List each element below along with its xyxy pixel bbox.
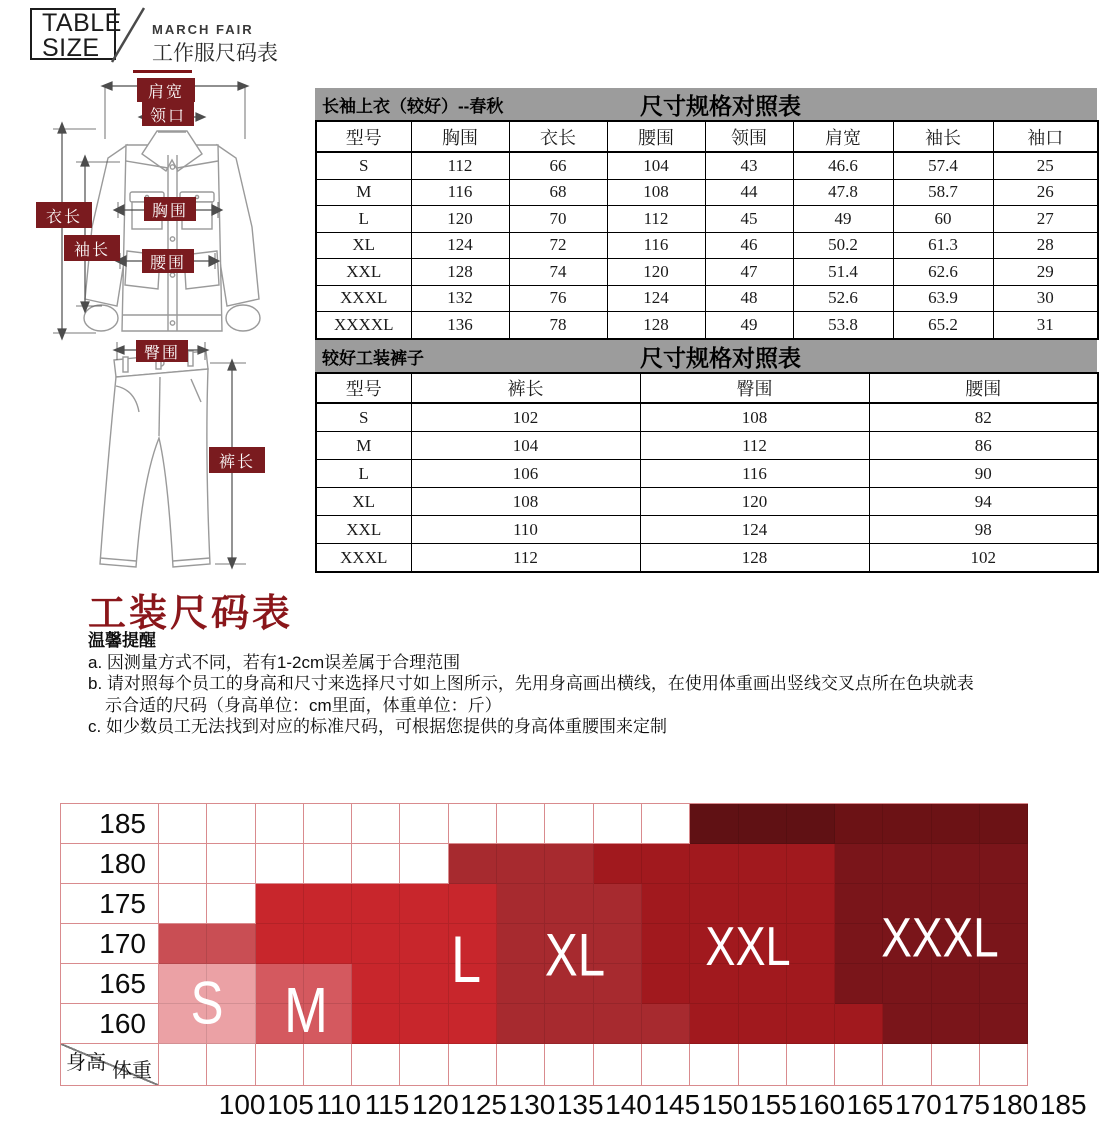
pants-diagram <box>60 338 310 585</box>
heatmap-cell <box>304 884 352 924</box>
heatmap-cell <box>594 884 642 924</box>
pants-table-header-bar <box>315 340 1097 372</box>
logo-line2: SIZE <box>42 34 100 62</box>
heatmap-cell <box>352 844 400 884</box>
notice-line-a: a. 因测量方式不同，若有1-2cm误差属于合理范围 <box>88 652 461 672</box>
footer-grid-cell <box>739 1044 787 1086</box>
column-header-cell: 衣长 <box>509 121 607 152</box>
x-axis-label: 120 <box>411 1089 459 1120</box>
y-axis-label: 180 <box>61 844 159 884</box>
heatmap-cell <box>304 804 352 844</box>
footer-grid-cell <box>980 1044 1028 1086</box>
heatmap-cell <box>787 884 835 924</box>
column-header-cell: 臀围 <box>640 373 869 403</box>
label-chip-shoulder: 肩宽 <box>137 78 195 102</box>
table-cell: 120 <box>411 206 509 233</box>
size-letter-m: M <box>284 974 328 1046</box>
heatmap-cell <box>159 884 207 924</box>
heatmap-cell <box>642 964 690 1004</box>
heatmap-cell <box>256 884 304 924</box>
pants-spec-table-section <box>315 340 1097 573</box>
column-header-cell: 裤长 <box>411 373 640 403</box>
footer-grid-cell <box>400 1044 448 1086</box>
axis-corner-cell <box>61 1044 159 1086</box>
footer-grid-cell <box>787 1044 835 1086</box>
heatmap-cell <box>352 964 400 1004</box>
heatmap-cell <box>690 804 738 844</box>
heatmap-cell <box>835 844 883 884</box>
heatmap-cell <box>207 844 255 884</box>
heatmap-cell <box>497 1004 545 1044</box>
label-chip-sleeve-length: 袖长 <box>64 235 120 261</box>
table-cell: 49 <box>705 312 793 339</box>
heatmap-cell <box>545 1004 593 1044</box>
table-cell: 116 <box>640 460 869 488</box>
notice-line-b: b. 请对照每个员工的身高和尺寸来选择尺寸如上图所示，先用身高画出横线，在使用体重画出竖线交叉点所在色块就表 <box>88 674 974 693</box>
pants-table-title: 较好工装裤子 <box>322 348 424 368</box>
table-cell: M <box>316 432 411 460</box>
heatmap-cell <box>642 1004 690 1044</box>
brand-text: MARCH FAIR <box>152 22 254 37</box>
section-title: 工装尺码表 <box>88 593 294 635</box>
heatmap-cell <box>545 884 593 924</box>
heatmap-cell <box>352 804 400 844</box>
heatmap-cell <box>980 844 1028 884</box>
x-axis-label: 170 <box>894 1089 942 1120</box>
table-cell: XXL <box>316 259 411 286</box>
size-letter-xl: XL <box>544 921 606 989</box>
table-cell: 66 <box>509 152 607 179</box>
table-cell: 47 <box>705 259 793 286</box>
table-cell: 53.8 <box>793 312 893 339</box>
size-letter-l: L <box>450 922 482 996</box>
table-cell: 61.3 <box>893 232 993 259</box>
jacket-table-title-right: 尺寸规格对照表 <box>640 92 801 119</box>
table-cell: 108 <box>607 179 705 206</box>
heatmap-cell <box>400 844 448 884</box>
x-axis-label: 180 <box>991 1089 1039 1120</box>
heatmap-cell <box>352 1004 400 1044</box>
size-letter-xxxl: XXXL <box>881 905 999 969</box>
table-cell: 27 <box>993 206 1098 233</box>
pants-spec-table <box>315 372 1099 573</box>
footer-grid-cell <box>835 1044 883 1086</box>
table-cell: 50.2 <box>793 232 893 259</box>
heatmap-cell <box>932 1004 980 1044</box>
table-cell: 70 <box>509 206 607 233</box>
heatmap-cell <box>739 1004 787 1044</box>
table-cell: 44 <box>705 179 793 206</box>
label-chip-chest: 胸围 <box>144 197 196 221</box>
footer-grid-cell <box>352 1044 400 1086</box>
heatmap-cell <box>449 844 497 884</box>
footer-grid-cell <box>449 1044 497 1086</box>
heatmap-cell <box>159 844 207 884</box>
y-axis-title: 身高 <box>66 1052 106 1074</box>
table-cell: XXXXL <box>316 312 411 339</box>
footer-grid-cell <box>304 1044 352 1086</box>
x-axis-label: 145 <box>653 1089 701 1120</box>
heatmap-cell <box>690 844 738 884</box>
table-cell: 57.4 <box>893 152 993 179</box>
column-header-cell: 腰围 <box>607 121 705 152</box>
heatmap-cell <box>739 844 787 884</box>
heatmap-cell <box>304 924 352 964</box>
heatmap-cell <box>787 804 835 844</box>
heatmap-cell <box>497 964 545 1004</box>
footer-grid-cell <box>642 1044 690 1086</box>
heatmap-cell <box>594 804 642 844</box>
heatmap-cell <box>980 964 1028 1004</box>
heatmap-cell <box>400 964 448 1004</box>
size-letter-s: S <box>190 969 224 1037</box>
heatmap-cell <box>594 1004 642 1044</box>
x-axis-labels <box>218 1089 1087 1121</box>
heatmap-cell <box>787 1004 835 1044</box>
footer-grid-cell <box>883 1044 931 1086</box>
heatmap-cell <box>497 924 545 964</box>
y-axis-label: 170 <box>61 924 159 964</box>
table-cell: S <box>316 152 411 179</box>
table-cell: L <box>316 206 411 233</box>
y-axis-label: 160 <box>61 1004 159 1044</box>
x-axis-label: 115 <box>364 1089 410 1120</box>
table-cell: XXXL <box>316 544 411 573</box>
table-cell: 46 <box>705 232 793 259</box>
table-cell: 116 <box>411 179 509 206</box>
table-cell: 102 <box>869 544 1098 573</box>
footer-grid-cell <box>497 1044 545 1086</box>
column-header-cell: 袖长 <box>893 121 993 152</box>
table-cell: 72 <box>509 232 607 259</box>
footer-grid-cell <box>594 1044 642 1086</box>
table-cell: 98 <box>869 516 1098 544</box>
column-header-cell: 袖口 <box>993 121 1098 152</box>
table-cell: 94 <box>869 488 1098 516</box>
table-cell: 58.7 <box>893 179 993 206</box>
jacket-table-title: 长袖上衣（较好）--春秋 <box>322 96 504 116</box>
pants-table-title-right: 尺寸规格对照表 <box>640 344 801 371</box>
heatmap-cell <box>835 884 883 924</box>
table-cell: 48 <box>705 285 793 312</box>
slash-divider-icon <box>104 4 148 66</box>
heatmap-cell <box>256 924 304 964</box>
table-cell: 78 <box>509 312 607 339</box>
table-cell: 120 <box>640 488 869 516</box>
table-cell: 108 <box>411 488 640 516</box>
jacket-table-header-bar <box>315 88 1097 120</box>
heatmap-cell <box>304 844 352 884</box>
heatmap-cell <box>352 884 400 924</box>
table-cell: 128 <box>607 312 705 339</box>
x-axis-label: 185 <box>1039 1089 1087 1120</box>
footer-grid-cell <box>932 1044 980 1086</box>
label-chip-pants-length: 裤长 <box>209 447 265 473</box>
table-cell: 124 <box>411 232 509 259</box>
x-axis-title: 体重 <box>112 1060 152 1082</box>
table-cell: XXXL <box>316 285 411 312</box>
heatmap-cell <box>497 844 545 884</box>
table-cell: 82 <box>869 403 1098 432</box>
table-cell: 108 <box>640 403 869 432</box>
size-heatmap-chart <box>60 803 1087 1120</box>
table-cell: 106 <box>411 460 640 488</box>
table-cell: 116 <box>607 232 705 259</box>
table-cell: 30 <box>993 285 1098 312</box>
heatmap-cell <box>787 964 835 1004</box>
label-chip-waist: 腰围 <box>142 249 194 273</box>
table-cell: 45 <box>705 206 793 233</box>
heatmap-cell <box>932 844 980 884</box>
footer-grid-cell <box>545 1044 593 1086</box>
size-letter-xxl: XXL <box>705 915 791 977</box>
table-cell: S <box>316 403 411 432</box>
table-cell: 52.6 <box>793 285 893 312</box>
heatmap-cell <box>642 924 690 964</box>
heatmap-cell <box>883 1004 931 1044</box>
heatmap-cell <box>400 1004 448 1044</box>
footer-grid-cell <box>159 1044 207 1086</box>
heatmap-cell <box>739 804 787 844</box>
x-axis-label: 160 <box>798 1089 846 1120</box>
table-cell: 47.8 <box>793 179 893 206</box>
page-subtitle: 工作服尺码表 <box>152 42 278 65</box>
heatmap-cell <box>352 924 400 964</box>
y-axis-label: 185 <box>61 804 159 844</box>
footer-grid-cell <box>207 1044 255 1086</box>
footer-grid-cell <box>256 1044 304 1086</box>
table-cell: 128 <box>640 544 869 573</box>
table-cell: 104 <box>607 152 705 179</box>
x-axis-label: 125 <box>460 1089 507 1120</box>
y-axis-label: 175 <box>61 884 159 924</box>
x-axis-label: 100 <box>218 1089 266 1120</box>
column-header-cell: 腰围 <box>869 373 1098 403</box>
heatmap-cell <box>594 844 642 884</box>
heatmap-cell <box>400 884 448 924</box>
heatmap-cell <box>207 804 255 844</box>
heatmap-cell <box>256 804 304 844</box>
heatmap-cell <box>207 924 255 964</box>
y-axis-label: 165 <box>61 964 159 1004</box>
notice-title: 温馨提醒 <box>88 631 156 650</box>
heatmap-cell <box>642 844 690 884</box>
table-cell: 51.4 <box>793 259 893 286</box>
x-axis-label: 105 <box>267 1089 314 1120</box>
footer-grid-cell <box>690 1044 738 1086</box>
logo-line1: TABLE <box>42 9 122 37</box>
heatmap-cell <box>545 804 593 844</box>
table-cell: 90 <box>869 460 1098 488</box>
heatmap-cell <box>449 884 497 924</box>
table-cell: 104 <box>411 432 640 460</box>
table-cell: 136 <box>411 312 509 339</box>
table-cell: 120 <box>607 259 705 286</box>
heatmap-cell <box>400 804 448 844</box>
table-cell: 29 <box>993 259 1098 286</box>
heatmap-cell <box>207 884 255 924</box>
column-header-cell: 胸围 <box>411 121 509 152</box>
heatmap-cell <box>835 804 883 844</box>
x-axis-label: 165 <box>846 1089 894 1120</box>
table-cell: 128 <box>411 259 509 286</box>
heatmap-cell <box>787 844 835 884</box>
heatmap-cell <box>883 844 931 884</box>
table-cell: XL <box>316 232 411 259</box>
table-cell: 25 <box>993 152 1098 179</box>
notice-line-b2: 示合适的尺码（身高单位：cm里面，体重单位：斤） <box>105 695 502 715</box>
table-cell: 68 <box>509 179 607 206</box>
label-chip-hip: 臀围 <box>136 340 188 362</box>
x-axis-label: 150 <box>701 1089 749 1120</box>
table-cell: 76 <box>509 285 607 312</box>
table-cell: 31 <box>993 312 1098 339</box>
heatmap-cell <box>449 804 497 844</box>
jacket-spec-table-section <box>315 88 1097 340</box>
heatmap-cell <box>256 844 304 884</box>
table-cell: 112 <box>411 544 640 573</box>
table-cell: 132 <box>411 285 509 312</box>
table-cell: 112 <box>607 206 705 233</box>
column-header-cell: 肩宽 <box>793 121 893 152</box>
jacket-spec-table <box>315 120 1099 340</box>
heatmap-cell <box>159 804 207 844</box>
table-cell: 46.6 <box>793 152 893 179</box>
heatmap-cell <box>787 924 835 964</box>
heatmap-cell <box>642 804 690 844</box>
x-axis-label: 110 <box>316 1089 362 1120</box>
table-cell: 43 <box>705 152 793 179</box>
table-cell: 26 <box>993 179 1098 206</box>
heatmap-cell <box>545 844 593 884</box>
heatmap-cell <box>835 964 883 1004</box>
heatmap-cell <box>497 804 545 844</box>
table-cell: 65.2 <box>893 312 993 339</box>
table-cell: 60 <box>893 206 993 233</box>
heatmap-cell <box>642 884 690 924</box>
table-cell: 124 <box>607 285 705 312</box>
table-cell: 62.6 <box>893 259 993 286</box>
x-axis-label: 175 <box>943 1089 990 1120</box>
notice-block <box>88 630 974 738</box>
heatmap-cell <box>835 924 883 964</box>
x-axis-label: 155 <box>750 1089 797 1120</box>
column-header-cell: 领围 <box>705 121 793 152</box>
heatmap-cell <box>883 964 931 1004</box>
table-cell: 110 <box>411 516 640 544</box>
x-axis-label: 140 <box>605 1089 652 1120</box>
table-cell: 112 <box>411 152 509 179</box>
table-cell: 102 <box>411 403 640 432</box>
table-cell: M <box>316 179 411 206</box>
heatmap-cell <box>497 884 545 924</box>
table-cell: 63.9 <box>893 285 993 312</box>
heatmap-cell <box>159 924 207 964</box>
notice-line-c: c. 如少数员工无法找到对应的标准尺码，可根据您提供的身高体重腰围来定制 <box>88 717 667 736</box>
heatmap-cell <box>883 804 931 844</box>
x-axis-label: 130 <box>508 1089 556 1120</box>
column-header-cell: 型号 <box>316 121 411 152</box>
heatmap-cell <box>980 804 1028 844</box>
table-cell: L <box>316 460 411 488</box>
table-cell: 74 <box>509 259 607 286</box>
heatmap-cell <box>400 924 448 964</box>
heatmap-cell <box>932 804 980 844</box>
column-header-cell: 型号 <box>316 373 411 403</box>
red-dash-decor <box>133 70 192 73</box>
table-cell: 28 <box>993 232 1098 259</box>
table-cell: 124 <box>640 516 869 544</box>
heatmap-cell <box>690 1004 738 1044</box>
heatmap-cell <box>449 1004 497 1044</box>
heatmap-cell <box>980 1004 1028 1044</box>
heatmap-cell <box>932 964 980 1004</box>
heatmap-cell <box>835 1004 883 1044</box>
label-chip-garment-length: 衣长 <box>36 202 92 228</box>
table-cell: 112 <box>640 432 869 460</box>
label-chip-collar: 领口 <box>142 102 194 126</box>
table-cell: XXL <box>316 516 411 544</box>
table-cell: 86 <box>869 432 1098 460</box>
x-axis-label: 135 <box>556 1089 604 1120</box>
table-cell: 49 <box>793 206 893 233</box>
table-cell: XL <box>316 488 411 516</box>
